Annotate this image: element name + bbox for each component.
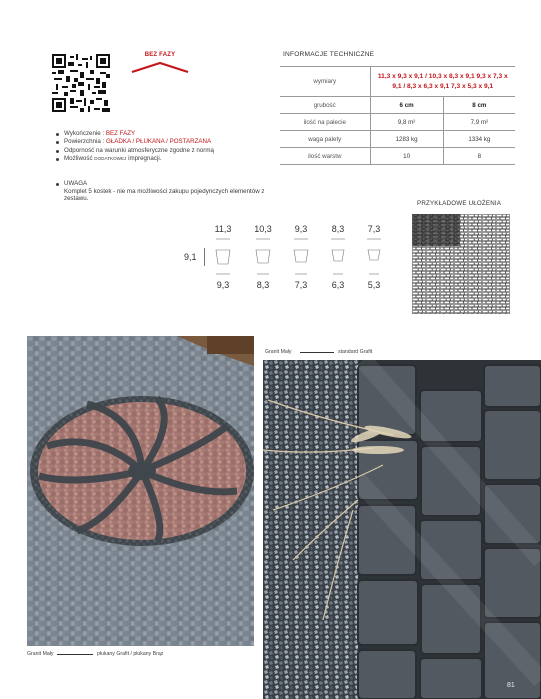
cell-value: 1334 kg (443, 131, 515, 148)
qr-code (52, 54, 110, 112)
dimensions-cell (370, 67, 515, 97)
feature-surface: Powierzchnia : GŁADKA / PŁUKANA / POSTARZANA (56, 138, 281, 146)
top-dimension: 11,3 (214, 224, 232, 234)
feature-impregnation: Możliwość DODATKOWEJ impregnacji. (56, 155, 281, 163)
tech-info-table (280, 66, 515, 165)
row-label: grubość (280, 97, 370, 114)
row-label: wymiary (280, 67, 370, 97)
features-list (56, 130, 281, 164)
top-dimension: 7,3 (367, 224, 381, 234)
cell-value: 1283 kg (370, 131, 443, 148)
laying-pattern-illustration (412, 214, 510, 314)
height-divider (204, 248, 205, 266)
note-body: Komplet 5 kostek - nie ma możliwości zakupu pojedynczych elementów z zestawu. (64, 187, 265, 203)
cell-value: 10 (370, 148, 443, 165)
bottom-dimension: 5,3 (367, 280, 381, 290)
photo1-caption-left: Granit Mały (27, 651, 54, 657)
feature-resistance: Odporność na warunki atmosferyczne zgodne z normą (56, 147, 281, 155)
note-block (56, 180, 281, 203)
bottom-dimension: 7,3 (294, 280, 308, 290)
table-row (280, 131, 515, 148)
table-row (280, 148, 515, 165)
paving-circle-photo (27, 336, 254, 646)
block-profiles-icon (208, 234, 408, 282)
top-dimension: 8,3 (331, 224, 345, 234)
table-row (280, 97, 515, 114)
top-dimension: 9,3 (294, 224, 308, 234)
cell-value: 9,8 m² (370, 114, 443, 131)
page-number: 81 (507, 682, 515, 689)
height-label: 9,1 (184, 252, 197, 262)
bevel-profile-icon (130, 60, 190, 74)
bottom-dimension: 9,3 (216, 280, 230, 290)
bottom-dimension: 8,3 (256, 280, 270, 290)
granite-paving-photo (263, 360, 541, 699)
tech-info-title: INFORMACJE TECHNICZNE (283, 51, 375, 58)
table-row (280, 67, 515, 97)
caption-divider (300, 352, 334, 353)
caption-divider (57, 654, 93, 655)
note-heading: UWAGA (56, 180, 281, 188)
cell-value: 7,9 m² (443, 114, 515, 131)
row-label: ilość na palecie (280, 114, 370, 131)
row-label: waga palety (280, 131, 370, 148)
bez-fazy-marker (130, 52, 190, 74)
table-row (280, 114, 515, 131)
cell-value: 8 cm (443, 97, 515, 114)
photo2-caption-left: Granit Mały (265, 349, 292, 355)
row-label: ilość warstw (280, 148, 370, 165)
feature-finish: Wykończenie : BEZ FAZY (56, 130, 281, 138)
photo2-caption-right: standard Grafit (338, 349, 373, 355)
bottom-dimension: 6,3 (331, 280, 345, 290)
cell-value: 8 (443, 148, 515, 165)
photo1-caption-right: płukany Grafit / płukany Brąz (97, 651, 164, 657)
block-shapes-diagram (180, 224, 400, 294)
bez-fazy-label: BEZ FAZY (144, 52, 176, 58)
cell-value: 6 cm (370, 97, 443, 114)
dimensions-value: 11,3 x 9,3 x 9,1 / 10,3 x 8,3 x 9,1 9,3 x 7,3 x 9,1 / 8,3 x 6,3 x 9,1 7,3 x 5,3 x 9,1 (377, 73, 508, 90)
top-dimension: 10,3 (254, 224, 272, 234)
layout-examples-title: PRZYKŁADOWE UŁOŻENIA (417, 200, 502, 207)
